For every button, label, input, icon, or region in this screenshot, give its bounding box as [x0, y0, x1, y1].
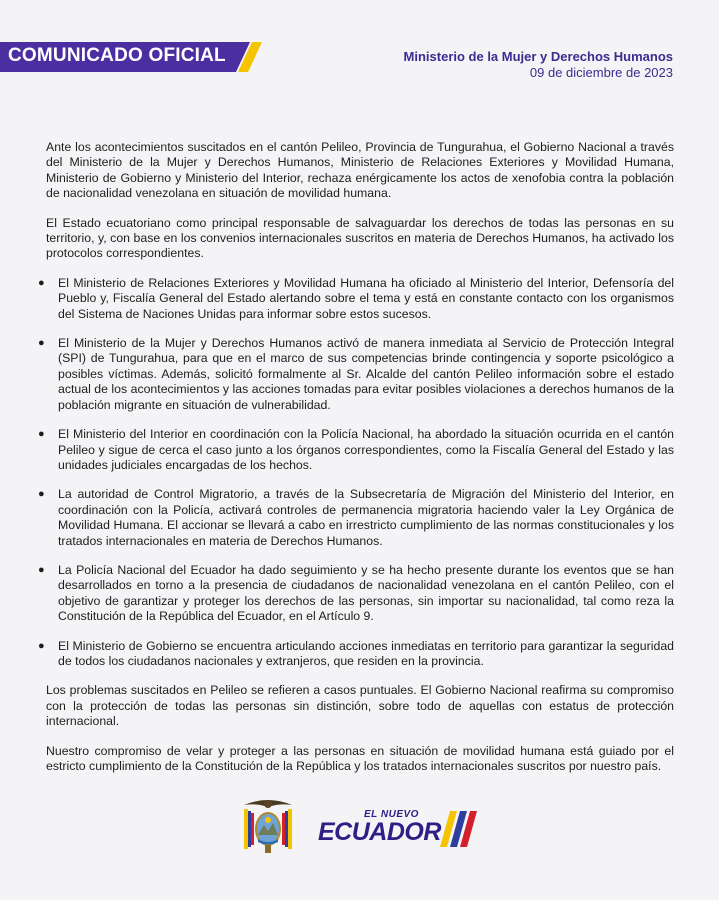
list-item: [38, 336, 674, 413]
el-nuevo-ecuador-logo: [316, 809, 478, 849]
intro-paragraph: Ante los acontecimientos suscitados en el cantón Pelileo, Provincia de Tungurahua, el Gobierno Nacional a través del Ministerio de la Mujer y Derechos Humanos, Ministerio de Relaciones Exteriores y Movilidad Humana, Ministerio de Gobierno y Ministerio del Interior, rechaza enérgicamente los actos de xenofobia contra la población de nacionalidad venezolana en situación de movilidad humana.: [46, 140, 674, 201]
list-item: [38, 562, 674, 625]
ministry-name: Ministerio de la Mujer y Derechos Humanos: [403, 49, 673, 64]
bullet-icon: ●: [38, 428, 45, 441]
bullet-icon: ●: [38, 563, 45, 576]
list-item-text: La Policía Nacional del Ecuador ha dado seguimiento y se ha hecho presente durante los eventos que se han desarrollados en torno a la presencia de ciudadanos de nacionalidad venezolana en el cantón Pelileo, con el objetivo de garantizar y proteger los derechos de las personas, sin importar su nacionalidad, tal como reza la Constitución de la República del Ecuador, en el Artículo 9.: [58, 562, 674, 624]
brand-small-text: EL NUEVO: [364, 809, 419, 820]
closing-paragraph: Nuestro compromiso de velar y proteger a las personas en situación de movilidad humana está guiado por el estricto cumplimiento de la Constitución de la República y los tratados internacionales suscritos por nuestro país.: [46, 743, 674, 773]
bullet-icon: ●: [38, 276, 45, 289]
list-item: [38, 487, 674, 549]
list-item: [38, 275, 674, 322]
banner-title: COMUNICADO OFICIAL: [8, 45, 226, 66]
intro-paragraph: El Estado ecuatoriano como principal responsable de salvaguardar los derechos de todas las personas en su territorio, y, con base en los convenios internacionales suscritos en materia de Derechos Humanos, ha activado los protocolos correspondientes.: [46, 215, 674, 261]
ecuador-coat-of-arms-icon: [240, 795, 296, 857]
ministry-header: [404, 49, 673, 81]
list-item: [38, 427, 674, 473]
footer-logos: [240, 795, 500, 860]
flag-stripes-icon: [438, 809, 478, 849]
list-item-text: El Ministerio del Interior en coordinación con la Policía Nacional, ha abordado la situación ocurrida en el cantón Pelileo y sigue de cerca el caso junto a los órganos correspondientes, como la Fiscalía General del Estado y las unidades judiciales encargadas de los hechos.: [58, 427, 674, 472]
list-item-text: La autoridad de Control Migratorio, a través de la Subsecretaría de Migración del Ministerio del Interior, en coordinación con la Policía, activará controles de permanencia migratoria haciendo valer la Ley Orgánica de Movilidad Humana. El accionar se llevará a cabo en irrestricto cumplimiento de las normas constitucionales y los tratados internacionales en materia de Derechos Humanos.: [58, 487, 674, 548]
list-item-text: El Ministerio de Gobierno se encuentra articulando acciones inmediatas en territorio para garantizar la seguridad de todos los ciudadanos nacionales y extranjeros, que residen en la provincia.: [58, 638, 674, 668]
comunicado-banner: [0, 42, 262, 72]
list-item-text: El Ministerio de la Mujer y Derechos Humanos activó de manera inmediata al Servicio de Protección Integral (SPI) de Tungurahua, para que en el marco de sus competencias brinde contingencia y soporte psicológico a posibles víctimas. Además, solicitó formalmente al Sr. Alcalde del cantón Pelileo información sobre el estado actual de los acontecimientos y las acciones tomadas para evitar posibles violaciones a derechos humanos de la población migrante en situación de vulnerabilidad.: [58, 336, 674, 412]
actions-list: [38, 275, 674, 670]
bullet-icon: ●: [38, 639, 45, 652]
list-item: [38, 638, 674, 670]
bullet-icon: ●: [38, 488, 45, 501]
communique-body: [38, 140, 674, 788]
document-date: 09 de diciembre de 2023: [529, 65, 673, 80]
bullet-icon: ●: [38, 337, 45, 350]
closing-paragraph: Los problemas suscitados en Pelileo se refieren a casos puntuales. El Gobierno Nacional reafirma su compromiso con la protección de todas las personas sin distinción, sobre todo de aquellas con estatus de protección internacional.: [46, 683, 674, 729]
brand-big-text: ECUADOR: [318, 818, 441, 846]
list-item-text: El Ministerio de Relaciones Exteriores y Movilidad Humana ha oficiado al Ministerio del Interior, Defensoría del Pueblo y, Fiscalía General del Estado alertando sobre el tema y está en constante contacto con los organismos del Sistema de Naciones Unidas para informar sobre estos sucesos.: [58, 275, 674, 321]
